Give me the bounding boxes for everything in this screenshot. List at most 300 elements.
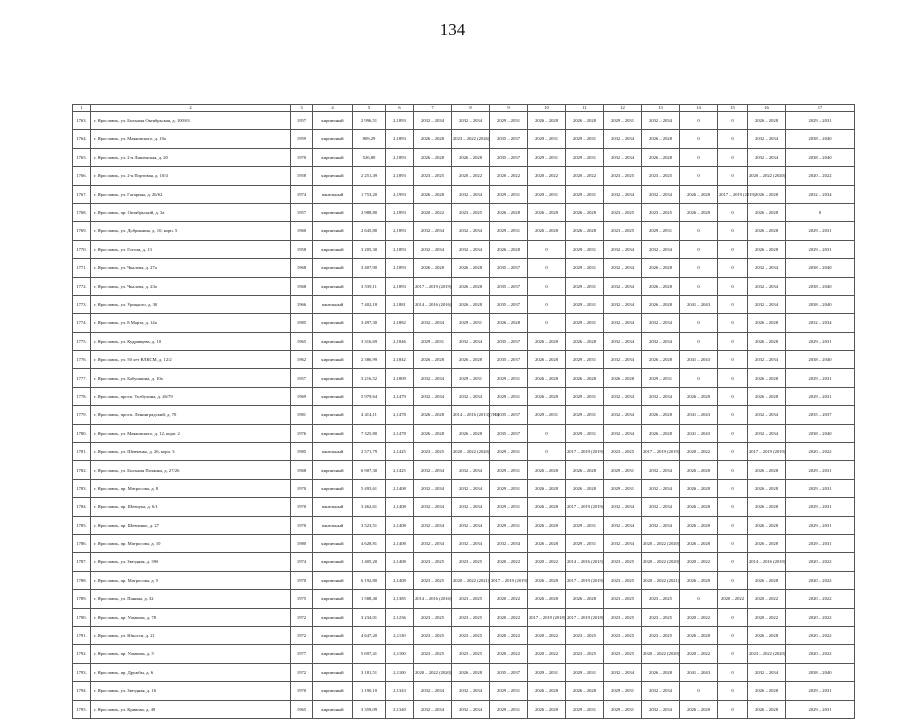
period-cell: 2026 – 2028 (642, 295, 680, 313)
period-cell: 2026 – 2028 (748, 332, 786, 350)
table-row (73, 240, 855, 258)
address-cell: г. Ярославль, пр. Матросова, д. 8 (91, 479, 291, 497)
period-cell: 2029 – 2031 (528, 185, 566, 203)
column-number: 5 (353, 105, 386, 112)
period-cell: 2026 – 2028 (680, 461, 718, 479)
area-cell: 6 907,30 (353, 461, 386, 479)
table-row (73, 498, 855, 516)
address-cell: г. Ярославль, ул. Добрынина, д. 10, корп. 5 (91, 222, 291, 240)
rate-cell: 2,1893 (386, 167, 414, 185)
material-cell: кирпичный (313, 203, 353, 221)
table-row (73, 534, 855, 552)
period-cell: 0 (680, 332, 718, 350)
rate-cell: 2,1893 (386, 222, 414, 240)
rate-cell: 2,1478 (386, 424, 414, 442)
rate-cell: 2,1881 (386, 295, 414, 313)
material-cell: кирпичный (313, 259, 353, 277)
address-cell: г. Ярославль, ул. Маяковского, д. 12, корп. 2 (91, 424, 291, 442)
period-cell: 2023 – 2025 (566, 626, 604, 644)
area-cell: 3 523,51 (353, 516, 386, 534)
row-number: 1786. (73, 534, 91, 552)
table-row (73, 571, 855, 589)
area-cell: 5 495,61 (353, 479, 386, 497)
table-row (73, 148, 855, 166)
material-cell: кирпичный (313, 369, 353, 387)
table-row (73, 351, 855, 369)
row-number: 1788. (73, 571, 91, 589)
period-cell: 2032 – 2034 (748, 663, 786, 681)
period-cell: 2020 – 2022 (490, 645, 528, 663)
period-cell: 2023 – 2025 (604, 645, 642, 663)
period-cell: 2026 – 2028 (680, 203, 718, 221)
period-cell: 2035 – 2037 (490, 295, 528, 313)
period-cell: 2026 – 2028 (748, 534, 786, 552)
address-cell: г. Ярославль, ул. Маяковского, д. 10а (91, 130, 291, 148)
material-cell: панельный (313, 443, 353, 461)
period-cell: 2026 – 2028 (414, 130, 452, 148)
table-row (73, 112, 855, 130)
material-cell: панельный (313, 295, 353, 313)
period-cell: 2026 – 2028 (748, 479, 786, 497)
period-cell: 2032 – 2034 (604, 148, 642, 166)
period-cell: 2026 – 2028 (528, 590, 566, 608)
area-cell: 2 988,80 (353, 203, 386, 221)
period-cell: 2026 – 2028 (528, 369, 566, 387)
period-cell: 2014 – 2016 (2016) (414, 590, 452, 608)
period-cell: 2035 – 2037 (490, 406, 528, 424)
rate-cell: 2,1893 (386, 203, 414, 221)
table-row (73, 479, 855, 497)
area-cell: 3 234,01 (353, 608, 386, 626)
period-cell: 2032 – 2034 (414, 534, 452, 552)
period-cell: 2032 – 2034 (414, 240, 452, 258)
period-cell: 2029 – 2031 (566, 240, 604, 258)
period-cell: 2032 – 2034 (414, 112, 452, 130)
period-cell: 0 (680, 130, 718, 148)
period-cell: 2038 – 2040 (786, 351, 855, 369)
material-cell: кирпичный (313, 148, 353, 166)
year-cell: 1974 (291, 185, 313, 203)
row-number: 1791. (73, 626, 91, 644)
period-cell: 2020 – 2022 (680, 608, 718, 626)
period-cell: 0 (680, 167, 718, 185)
period-cell: 2029 – 2031 (490, 700, 528, 718)
rate-cell: 2,1425 (386, 461, 414, 479)
rate-cell: 2,1809 (386, 369, 414, 387)
table-row (73, 608, 855, 626)
period-cell: 2020 – 2022 (786, 553, 855, 571)
row-number: 1782. (73, 461, 91, 479)
period-cell: 2023 – 2025 (604, 443, 642, 461)
row-number: 1780. (73, 424, 91, 442)
area-cell: 3 359,09 (353, 700, 386, 718)
period-cell: 2026 – 2028 (528, 461, 566, 479)
period-cell: 2020 – 2022 (528, 553, 566, 571)
material-cell: кирпичный (313, 130, 353, 148)
period-cell: 2017 – 2019 (2018) (528, 608, 566, 626)
row-number: 1781. (73, 443, 91, 461)
table-row (73, 314, 855, 332)
period-cell: 2029 – 2031 (566, 277, 604, 295)
row-number: 1774. (73, 314, 91, 332)
year-cell: 1966 (291, 295, 313, 313)
area-cell: 3 181,51 (353, 663, 386, 681)
column-number: 17 (786, 105, 855, 112)
period-cell: 0 (718, 351, 748, 369)
period-cell: 2032 – 2034 (604, 534, 642, 552)
period-cell: 2035 – 2037 (490, 351, 528, 369)
period-cell: 0 (718, 406, 748, 424)
period-cell: 2032 – 2034 (748, 277, 786, 295)
rate-cell: 2,1479 (386, 387, 414, 405)
period-cell: 2020 – 2022 (718, 590, 748, 608)
year-cell: 1970 (291, 479, 313, 497)
period-cell: 2020 – 2022 (414, 203, 452, 221)
period-cell: 2026 – 2028 (528, 351, 566, 369)
area-cell: 1 588,40 (353, 590, 386, 608)
period-cell: 2026 – 2028 (642, 148, 680, 166)
period-cell: 2032 – 2034 (490, 534, 528, 552)
period-cell: 2029 – 2031 (566, 700, 604, 718)
table-row (73, 277, 855, 295)
period-cell: 2032 – 2034 (604, 130, 642, 148)
rate-cell: 2,1846 (386, 332, 414, 350)
period-cell: 2032 – 2034 (748, 351, 786, 369)
period-cell: 0 (718, 608, 748, 626)
area-cell: 3 316,69 (353, 332, 386, 350)
rate-cell: 2,1893 (386, 130, 414, 148)
rate-cell: 2,1100 (386, 645, 414, 663)
period-cell: 0 (718, 387, 748, 405)
period-cell: 2029 – 2031 (604, 700, 642, 718)
period-cell: 2020 – 2022 (2021) (452, 571, 490, 589)
year-cell: 1965 (291, 332, 313, 350)
period-cell: 2032 – 2034 (642, 498, 680, 516)
period-cell: 2023 – 2025 (452, 645, 490, 663)
address-cell: г. Ярославль, ул. 50 лет ВЛКСМ, д. 12/2 (91, 351, 291, 369)
area-cell: 3 407,90 (353, 259, 386, 277)
period-cell: 2023 – 2025 (414, 645, 452, 663)
table-row (73, 626, 855, 644)
period-cell: 2026 – 2028 (452, 424, 490, 442)
area-cell: 5 979,64 (353, 387, 386, 405)
period-cell: 2020 – 2022 (2020) (642, 534, 680, 552)
table-row (73, 682, 855, 700)
period-cell: 2029 – 2031 (528, 130, 566, 148)
period-cell: 2029 – 2031 (566, 424, 604, 442)
period-cell: 2023 – 2025 (414, 553, 452, 571)
period-cell: 2026 – 2028 (528, 387, 566, 405)
period-cell: 2032 – 2034 (604, 314, 642, 332)
address-cell: г. Ярославль, ул. Кривова, д. 49 (91, 700, 291, 718)
period-cell: 0 (786, 203, 855, 221)
area-cell: 4 628,81 (353, 534, 386, 552)
period-cell: 2023 – 2022 (2020) (748, 645, 786, 663)
material-cell: кирпичный (313, 406, 353, 424)
period-cell: 2029 – 2031 (490, 369, 528, 387)
period-cell: 2017 – 2019 (2018) (566, 608, 604, 626)
period-cell: 2026 – 2028 (748, 369, 786, 387)
year-cell: 1985 (291, 443, 313, 461)
period-cell: 2020 – 2022 (680, 443, 718, 461)
period-cell: 2023 – 2025 (414, 626, 452, 644)
period-cell: 0 (680, 240, 718, 258)
period-cell: 0 (718, 112, 748, 130)
column-number: 9 (490, 105, 528, 112)
period-cell: 2026 – 2028 (528, 498, 566, 516)
period-cell: 0 (528, 314, 566, 332)
period-cell: 0 (718, 295, 748, 313)
period-cell: 2026 – 2028 (642, 406, 680, 424)
table-row (73, 332, 855, 350)
period-cell: 2020 – 2022 (748, 590, 786, 608)
period-cell: 2032 – 2034 (642, 314, 680, 332)
period-cell: 2035 – 2037 (490, 424, 528, 442)
period-cell: 2029 – 2031 (490, 479, 528, 497)
period-cell: 2026 – 2028 (680, 479, 718, 497)
period-cell: 2026 – 2028 (604, 369, 642, 387)
period-cell: 2020 – 2022 (680, 645, 718, 663)
period-cell: 2032 – 2034 (748, 424, 786, 442)
rate-cell: 2,1343 (386, 682, 414, 700)
period-cell: 2032 – 2034 (452, 332, 490, 350)
period-cell: 2026 – 2028 (490, 203, 528, 221)
period-cell: 2026 – 2028 (528, 534, 566, 552)
table-row (73, 663, 855, 681)
column-number: 8 (452, 105, 490, 112)
period-cell: 2029 – 2031 (566, 185, 604, 203)
period-cell: 2032 – 2034 (604, 259, 642, 277)
address-cell: г. Ярославль, ул. Большая Полянка, д. 27/26 (91, 461, 291, 479)
period-cell: 2032 – 2034 (414, 479, 452, 497)
period-cell: 2032 – 2034 (414, 369, 452, 387)
year-cell: 1968 (291, 259, 313, 277)
period-cell: 2029 – 2031 (604, 682, 642, 700)
period-cell: 2032 – 2034 (604, 240, 642, 258)
period-cell: 2029 – 2031 (490, 387, 528, 405)
material-cell: панельный (313, 498, 353, 516)
column-number: 1 (73, 105, 91, 112)
period-cell: 2026 – 2028 (642, 277, 680, 295)
period-cell: 2014 – 2016 (2016) (414, 295, 452, 313)
period-cell: 2026 – 2028 (748, 203, 786, 221)
material-cell: кирпичный (313, 682, 353, 700)
table-row (73, 590, 855, 608)
rate-cell: 2,1408 (386, 498, 414, 516)
period-cell: 2035 – 2037 (490, 130, 528, 148)
period-cell: 2026 – 2028 (566, 112, 604, 130)
period-cell: 2029 – 2031 (490, 498, 528, 516)
period-cell: 2029 – 2031 (490, 185, 528, 203)
period-cell: 2023 – 2025 (642, 626, 680, 644)
period-cell: 2029 – 2031 (786, 498, 855, 516)
period-cell: 2020 – 2022 (786, 571, 855, 589)
table-row (73, 443, 855, 461)
period-cell: 2032 – 2034 (642, 682, 680, 700)
page-number: 134 (439, 20, 466, 39)
period-cell: 2029 – 2031 (566, 406, 604, 424)
column-number: 6 (386, 105, 414, 112)
period-cell: 2020 – 2022 (2020) (414, 663, 452, 681)
period-cell: 2032 – 2034 (642, 112, 680, 130)
period-cell: 2032 – 2034 (604, 516, 642, 534)
row-number: 1792. (73, 645, 91, 663)
period-cell: 2020 – 2022 (452, 167, 490, 185)
table-row (73, 645, 855, 663)
period-cell: 0 (718, 700, 748, 718)
period-cell: 0 (718, 259, 748, 277)
period-cell: 2029 – 2031 (414, 332, 452, 350)
period-cell: 0 (528, 259, 566, 277)
period-cell: 0 (680, 314, 718, 332)
period-cell: 2017 – 2019 (2019) (414, 277, 452, 295)
period-cell: 2026 – 2028 (490, 314, 528, 332)
period-cell: 2032 – 2034 (786, 185, 855, 203)
period-cell: 0 (680, 259, 718, 277)
period-cell: 2026 – 2028 (528, 700, 566, 718)
period-cell: 2023 – 2022 (2026) (452, 130, 490, 148)
period-cell: 2041 – 2043 (680, 663, 718, 681)
row-number: 1764. (73, 130, 91, 148)
address-cell: г. Ярославль, пр. Ушакова, д. 5 (91, 645, 291, 663)
period-cell: 0 (680, 222, 718, 240)
period-cell: 0 (718, 626, 748, 644)
period-cell: 2023 – 2025 (566, 645, 604, 663)
period-cell: 2026 – 2028 (566, 682, 604, 700)
period-cell: 2032 – 2034 (452, 498, 490, 516)
year-cell: 1970 (291, 516, 313, 534)
period-cell: 2020 – 2022 (2020) (748, 167, 786, 185)
period-cell: 2020 – 2022 (786, 645, 855, 663)
address-cell: г. Ярославль, просп. Ленинградский, д. 70 (91, 406, 291, 424)
period-cell: 2032 – 2034 (414, 682, 452, 700)
period-cell: 2029 – 2031 (566, 148, 604, 166)
period-cell: 2029 – 2031 (642, 222, 680, 240)
period-cell: 0 (718, 534, 748, 552)
period-cell: 2026 – 2028 (748, 461, 786, 479)
table-row (73, 167, 855, 185)
year-cell: 1968 (291, 277, 313, 295)
address-cell: г. Ярославль, ул. Урицкого, д. 30 (91, 295, 291, 313)
period-cell: 2020 – 2022 (748, 608, 786, 626)
year-cell: 1972 (291, 608, 313, 626)
period-cell: 2038 – 2040 (786, 295, 855, 313)
row-number: 1767. (73, 185, 91, 203)
column-number: 12 (604, 105, 642, 112)
year-cell: 1980 (291, 534, 313, 552)
year-cell: 1972 (291, 663, 313, 681)
period-cell: 2038 – 2040 (786, 663, 855, 681)
year-cell: 1957 (291, 112, 313, 130)
row-number: 1794. (73, 682, 91, 700)
period-cell: 2032 – 2034 (748, 259, 786, 277)
period-cell: 0 (680, 148, 718, 166)
area-cell: 3 462,61 (353, 498, 386, 516)
address-cell: г. Ярославль, пр. Шевчука, д. 6/1 (91, 498, 291, 516)
period-cell: 2032 – 2034 (604, 277, 642, 295)
rate-cell: 2,1882 (386, 314, 414, 332)
year-cell: 1957 (291, 203, 313, 221)
period-cell: 2026 – 2028 (414, 259, 452, 277)
year-cell: 1981 (291, 406, 313, 424)
period-cell: 2032 – 2034 (642, 185, 680, 203)
period-cell: 2026 – 2028 (414, 406, 452, 424)
period-cell: 2026 – 2028 (748, 498, 786, 516)
rate-cell: 2,1130 (386, 626, 414, 644)
period-cell: 2032 – 2034 (452, 682, 490, 700)
period-cell: 0 (680, 277, 718, 295)
material-cell: панельный (313, 516, 353, 534)
column-number: 10 (528, 105, 566, 112)
period-cell: 2017 – 2019 (2019) (566, 498, 604, 516)
table-row (73, 553, 855, 571)
row-number: 1777. (73, 369, 91, 387)
period-cell: 2020 – 2022 (2020) (642, 645, 680, 663)
period-cell: 2032 – 2034 (604, 406, 642, 424)
table-row (73, 387, 855, 405)
period-cell: 2029 – 2031 (786, 682, 855, 700)
schedule-table-wrapper (72, 104, 852, 719)
period-cell: 2026 – 2028 (452, 259, 490, 277)
column-number: 15 (718, 105, 748, 112)
period-cell: 2029 – 2031 (566, 534, 604, 552)
period-cell: 2020 – 2022 (566, 167, 604, 185)
material-cell: кирпичный (313, 571, 353, 589)
period-cell: 2032 – 2034 (452, 479, 490, 497)
material-cell: кирпичный (313, 222, 353, 240)
period-cell: 2032 – 2034 (604, 295, 642, 313)
rate-cell: 2,1425 (386, 443, 414, 461)
period-cell: 2038 – 2040 (786, 130, 855, 148)
period-cell: 2029 – 2031 (566, 130, 604, 148)
period-cell: 2029 – 2031 (490, 682, 528, 700)
period-cell: 2026 – 2028 (680, 516, 718, 534)
period-cell: 2026 – 2028 (490, 240, 528, 258)
address-cell: г. Ярославль, ул. Звездная, д. 16 (91, 682, 291, 700)
period-cell: 0 (528, 424, 566, 442)
period-cell: 0 (718, 240, 748, 258)
table-row (73, 185, 855, 203)
period-cell: 2032 – 2034 (748, 295, 786, 313)
period-cell: 2023 – 2025 (452, 608, 490, 626)
column-number: 16 (748, 105, 786, 112)
period-cell: 2020 – 2022 (490, 590, 528, 608)
material-cell: панельный (313, 185, 353, 203)
period-cell: 2023 – 2025 (642, 167, 680, 185)
period-cell: 0 (528, 295, 566, 313)
period-cell: 0 (718, 645, 748, 663)
period-cell: 2032 – 2034 (642, 516, 680, 534)
period-cell: 2029 – 2031 (490, 222, 528, 240)
period-cell: 2032 – 2034 (414, 700, 452, 718)
period-cell: 2029 – 2031 (452, 314, 490, 332)
period-cell: 2032 – 2034 (452, 222, 490, 240)
period-cell: 2026 – 2028 (680, 387, 718, 405)
material-cell: кирпичный (313, 351, 353, 369)
period-cell: 2026 – 2028 (748, 314, 786, 332)
period-cell: 2032 – 2034 (604, 332, 642, 350)
period-cell: 2017 – 2019 (2019) (566, 443, 604, 461)
rate-cell: 2,1408 (386, 516, 414, 534)
period-cell: 0 (718, 682, 748, 700)
period-cell: 2020 – 2022 (490, 553, 528, 571)
address-cell: г. Ярославль, ул. Гоголя, д. 13 (91, 240, 291, 258)
period-cell: 2026 – 2028 (748, 222, 786, 240)
area-cell: 3 216,52 (353, 369, 386, 387)
table-row (73, 259, 855, 277)
period-cell: 2026 – 2028 (414, 424, 452, 442)
period-cell: 2020 – 2022 (786, 608, 855, 626)
